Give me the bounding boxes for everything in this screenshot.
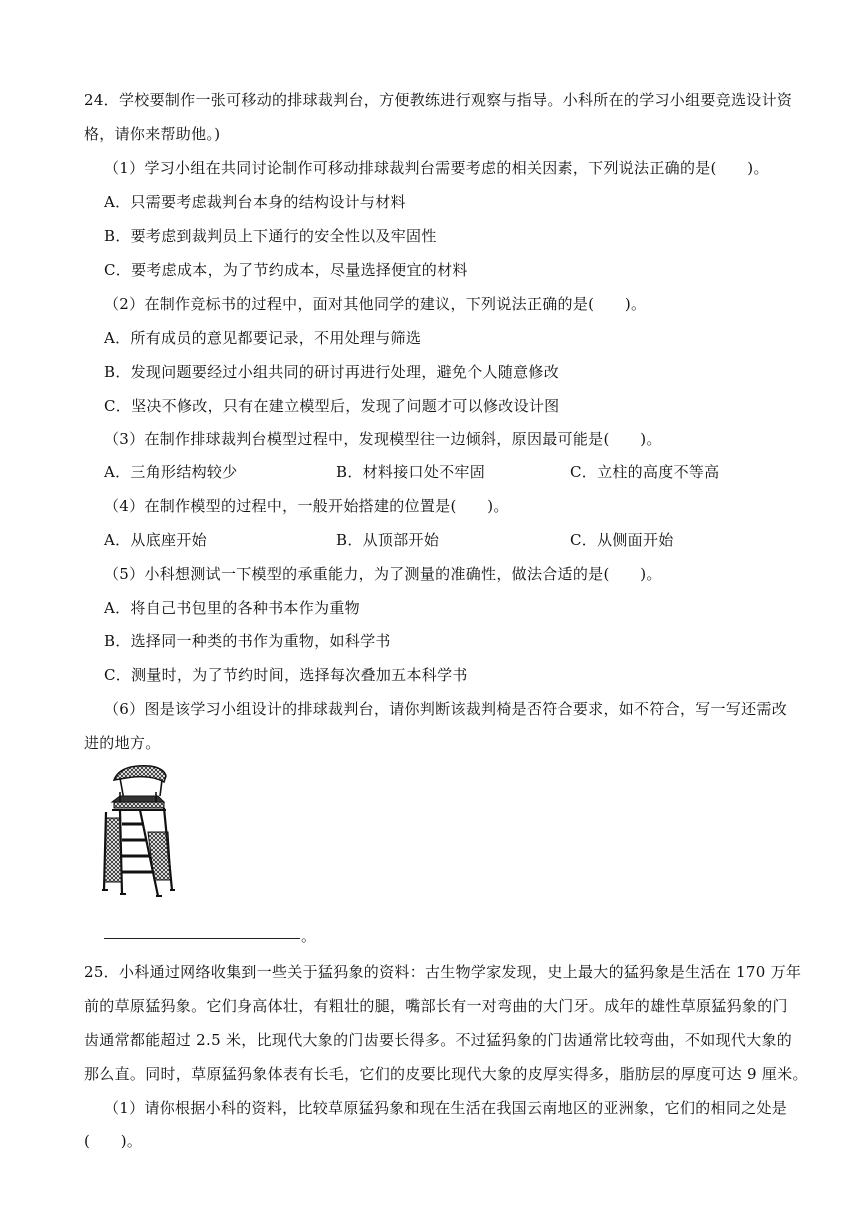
q25-sub1-prompt-line2: ( )。: [84, 1132, 143, 1150]
q24-sub1-option-b: B．要考虑到裁判员上下通行的安全性以及牢固性: [104, 227, 437, 245]
q24-sub4-option-c: C．从侧面开始: [570, 531, 674, 549]
q24-sub1-option-a: A．只需要考虑裁判台本身的结构设计与材料: [104, 193, 406, 211]
q25-line4: 那么直。同时，草原猛犸象体表有长毛，它们的皮要比现代大象的皮厚实得多，脂肪层的厚度可达 9 厘米。: [84, 1065, 808, 1083]
q24-sub1-option-c: C．要考虑成本，为了节约成本，尽量选择便宜的材料: [104, 261, 468, 279]
q24-sub6-prompt-line2: 进的地方。: [84, 734, 161, 752]
q24-sub5-prompt: （5）小科想测试一下模型的承重能力，为了测量的准确性，做法合适的是( )。: [104, 565, 662, 583]
q24-stem-line2: 格，请你来帮助他。): [84, 125, 221, 143]
answer-blank-line[interactable]: [104, 938, 300, 939]
q24-sub3-option-a: A．三角形结构较少: [104, 463, 238, 481]
q24-sub4-options: [0, 530, 760, 550]
q25-line3: 齿通常都能超过 2.5 米，比现代大象的门齿要长得多。不过猛犸象的门齿通常比较弯曲，不如现代大象的: [84, 1031, 793, 1049]
q24-sub4-option-a: A．从底座开始: [104, 531, 207, 549]
q24-sub1-prompt: （1）学习小组在共同讨论制作可移动排球裁判台需要考虑的相关因素，下列说法正确的是( )。: [104, 159, 769, 177]
q24-sub3-option-b: B．材料接口处不牢固: [336, 463, 486, 481]
q24-sub2-option-c: C．坚决不修改，只有在建立模型后，发现了问题才可以修改设计图: [104, 397, 560, 415]
q24-sub6-prompt-line1: （6）图是该学习小组设计的排球裁判台，请你判断该裁判椅是否符合要求，如不符合，写一写还需改: [104, 700, 788, 718]
q24-sub5-option-c: C．测量时，为了节约时间，选择每次叠加五本科学书: [104, 666, 468, 684]
q24-stem-line1: 24．学校要制作一张可移动的排球裁判台，方便教练进行观察与指导。小科所在的学习小组要竞选设计资: [84, 91, 793, 109]
q25-line1: 25．小科通过网络收集到一些关于猛犸象的资料：古生物学家发现，史上最大的猛犸象是生活在 170 万年: [84, 963, 802, 981]
q24-sub5-option-b: B．选择同一种类的书作为重物，如科学书: [104, 632, 391, 650]
answer-blank-period: 。: [301, 927, 317, 945]
q24-sub2-prompt: （2）在制作竞标书的过程中，面对其他同学的建议，下列说法正确的是( )。: [104, 295, 647, 313]
q24-sub2-option-b: B．发现问题要经过小组共同的研讨再进行处理，避免个人随意修改: [104, 363, 560, 381]
q24-sub3-options: [0, 462, 760, 482]
q24-sub4-prompt: （4）在制作模型的过程中，一般开始搭建的位置是( )。: [104, 497, 509, 515]
q25-line2: 前的草原猛犸象。它们身高体壮，有粗壮的腿，嘴部长有一对弯曲的大门牙。成年的雄性草原猛犸象的门: [84, 997, 788, 1015]
q24-sub2-option-a: A．所有成员的意见都要记录，不用处理与筛选: [104, 329, 422, 347]
q24-sub3-option-c: C．立柱的高度不等高: [570, 463, 720, 481]
q24-sub5-option-a: A．将自己书包里的各种书本作为重物: [104, 599, 360, 617]
referee-chair-illustration: [100, 762, 176, 898]
q24-sub3-prompt: （3）在制作排球裁判台模型过程中，发现模型往一边倾斜，原因最可能是( )。: [104, 430, 662, 448]
q24-sub4-option-b: B．从顶部开始: [336, 531, 440, 549]
q25-sub1-prompt-line1: （1）请你根据小科的资料，比较草原猛犸象和现在生活在我国云南地区的亚洲象，它们的相同之处是: [104, 1099, 788, 1117]
